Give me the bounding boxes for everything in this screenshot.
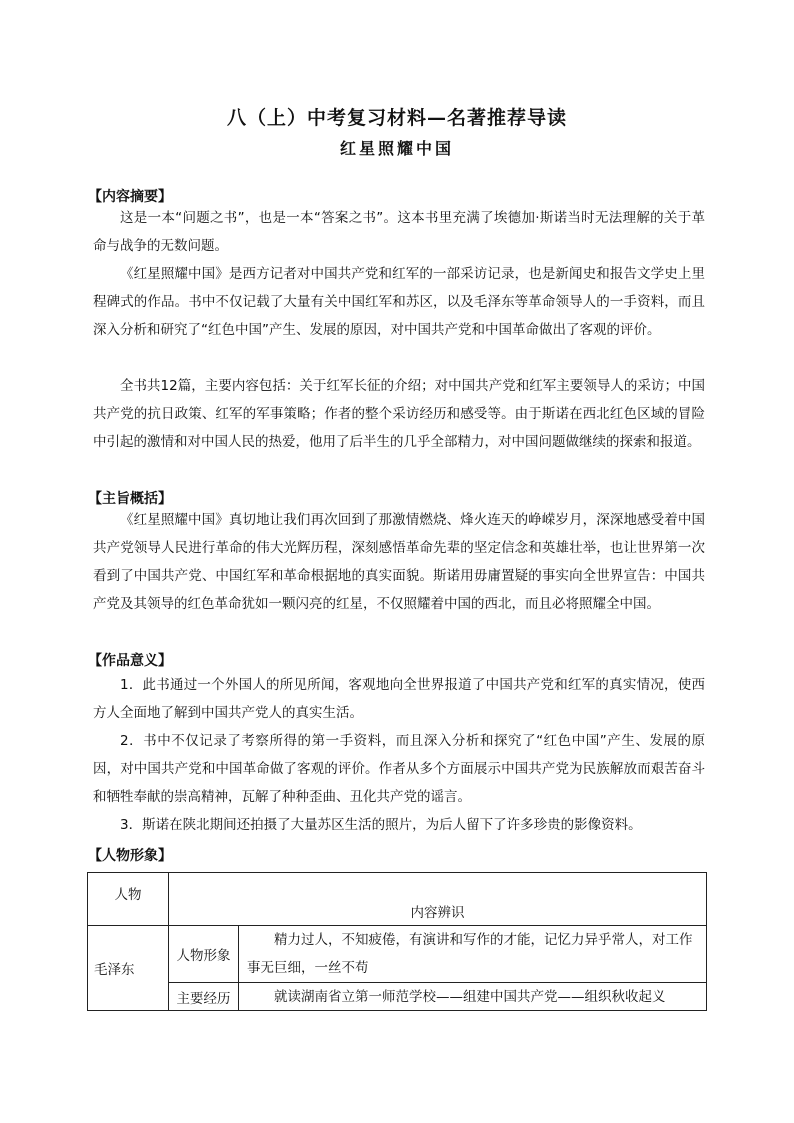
section-heading-summary: 【内容摘要】 [88,189,172,205]
table-row [88,926,707,983]
row-content-cell [239,983,707,1011]
significance-item-1: 1．此书通过一个外国人的所见所闻，客观地向全世界报道了中国共产党和红军的真实情况，使西方人全面地了解到中国共产党人的真实生活。 [93,677,705,721]
row-content-cell [239,926,707,983]
row-content-experience: 就读湖南省立第一师范学校——组建中国共产党——组织秋收起义 [274,988,666,1005]
person-name: 毛泽东 [94,962,135,978]
row-label-experience: 主要经历 [176,990,231,1007]
character-table [87,872,707,1011]
person-cell [88,926,169,1011]
document-title: 八（上）中考复习材料—名著推荐导读 [226,107,567,129]
document-subtitle: 红星照耀中国 [339,139,454,158]
row-label-cell [169,983,239,1011]
header-cell-content [169,873,707,926]
significance-item-2: 2．书中不仅记录了考察所得的第一手资料，而且深入分析和探究了“红色中国”产生、发展的原因，对中国共产党和中国革命做了客观的评价。作者从多个方面展示中国共产党为民族解放而艰苦奋斗和牺牲奉献的崇高精神，瓦解了种种歪曲、丑化共产党的谣言。 [93,733,705,805]
row-label-image: 人物形象 [176,948,231,964]
summary-paragraph-1: 这是一本“问题之书”，也是一本“答案之书”。这本书里充满了埃德加·斯诺当时无法理解的关于革命与战争的无数问题。 [93,210,705,254]
row-content-image: 精力过人，不知疲倦，有演讲和写作的才能，记忆力异乎常人，对工作事无巨细，一丝不苟 [247,932,693,976]
theme-paragraph-1: 《红星照耀中国》真切地让我们再次回到了那激情燃烧、烽火连天的峥嵘岁月，深深地感受着中国共产党领导人民进行革命的伟大光辉历程，深刻感悟革命先辈的坚定信念和英雄壮举，也让世界第一次看到了中国共产党、中国红军和革命根据地的真实面貌。斯诺用毋庸置疑的事实向全世界宣告：中国共产党及其领导的红色革命犹如一颗闪亮的红星，不仅照耀着中国的西北，而且必将照耀全中国。 [93,512,705,612]
significance-item-3: 3．斯诺在陕北期间还拍摄了大量苏区生活的照片，为后人留下了许多珍贵的影像资料。 [120,817,642,833]
section-heading-significance: 【作品意义】 [88,653,172,669]
section-heading-theme: 【主旨概括】 [88,491,172,507]
table-row [88,983,707,1011]
header-content-label: 内容辨识 [410,905,465,921]
header-person-label: 人物 [114,887,142,903]
summary-paragraph-3: 全书共12篇，主要内容包括：关于红军长征的介绍；对中国共产党和红军主要领导人的采访；中国共产党的抗日政策、红军的军事策略；作者的整个采访经历和感受等。由于斯诺在西北红色区域的冒险中引起的激情和对中国人民的热爱，他用了后半生的几乎全部精力，对中国问题做继续的探索和报道。 [93,378,705,450]
section-heading-characters: 【人物形象】 [88,848,172,864]
row-label-cell [169,926,239,983]
header-cell-person [88,873,169,926]
table-header-row [88,873,707,926]
summary-paragraph-2: 《红星照耀中国》是西方记者对中国共产党和红军的一部采访记录，也是新闻史和报告文学史上里程碑式的作品。书中不仅记载了大量有关中国红军和苏区，以及毛泽东等革命领导人的一手资料，而且深入分析和研究了“红色中国”产生、发展的原因，对中国共产党和中国革命做出了客观的评价。 [93,266,705,338]
